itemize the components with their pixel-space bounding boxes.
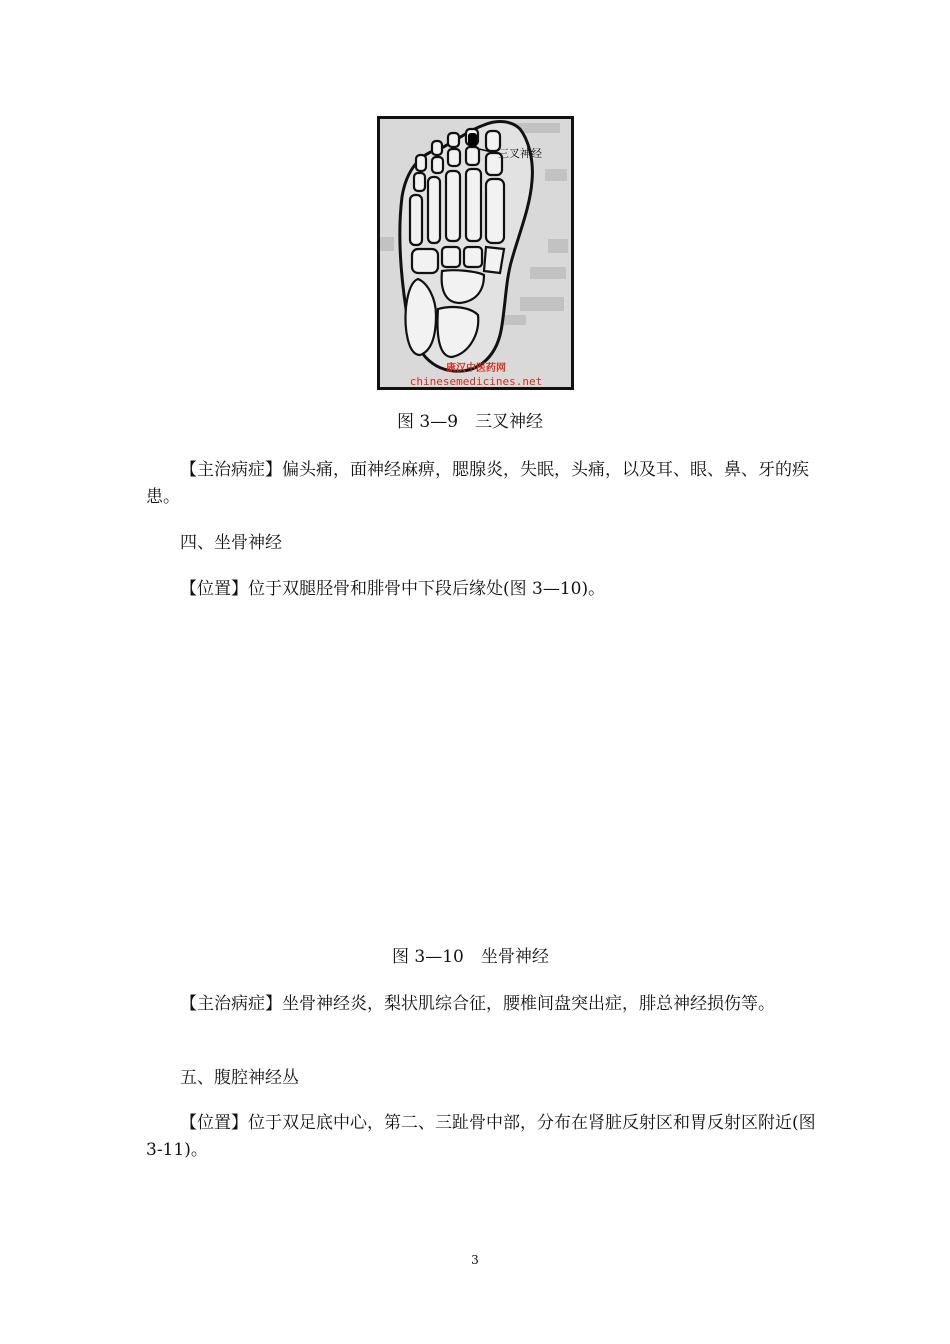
figure-caption-3-10: 图 3—10 坐骨神经: [392, 947, 549, 967]
foot-bones-drawing: [380, 119, 571, 387]
paragraph-position-celiac: 【位置】位于双足底中心，第二、三趾骨中部，分布在肾脏反射区和胃反射区附近(图 3-11)。: [146, 1113, 816, 1160]
section-heading-celiac-plexus: 五、腹腔神经丛: [180, 1068, 299, 1088]
paragraph-indications-1: 【主治病症】偏头痛，面神经麻痹，腮腺炎，失眠，头痛，以及耳、眼、鼻、牙的疾患。: [146, 460, 809, 507]
paragraph-position-sciatic: 【位置】位于双腿胫骨和腓骨中下段后缘处(图 3—10)。: [180, 579, 606, 599]
figure-label-trigeminal: 三叉神经: [498, 147, 542, 160]
figure-trigeminal-foot-image: [377, 116, 574, 390]
watermark-en: chinesemedicines.net: [409, 375, 543, 387]
paragraph-indications-2: 【主治病症】坐骨神经炎，梨状肌综合征，腰椎间盘突出症，腓总神经损伤等。: [180, 994, 775, 1014]
watermark-cn: 康汉中医药网: [446, 363, 506, 374]
section-heading-sciatic: 四、坐骨神经: [180, 533, 282, 553]
figure-caption-3-9: 图 3—9 三叉神经: [397, 412, 544, 432]
page-number: 3: [471, 1253, 479, 1267]
